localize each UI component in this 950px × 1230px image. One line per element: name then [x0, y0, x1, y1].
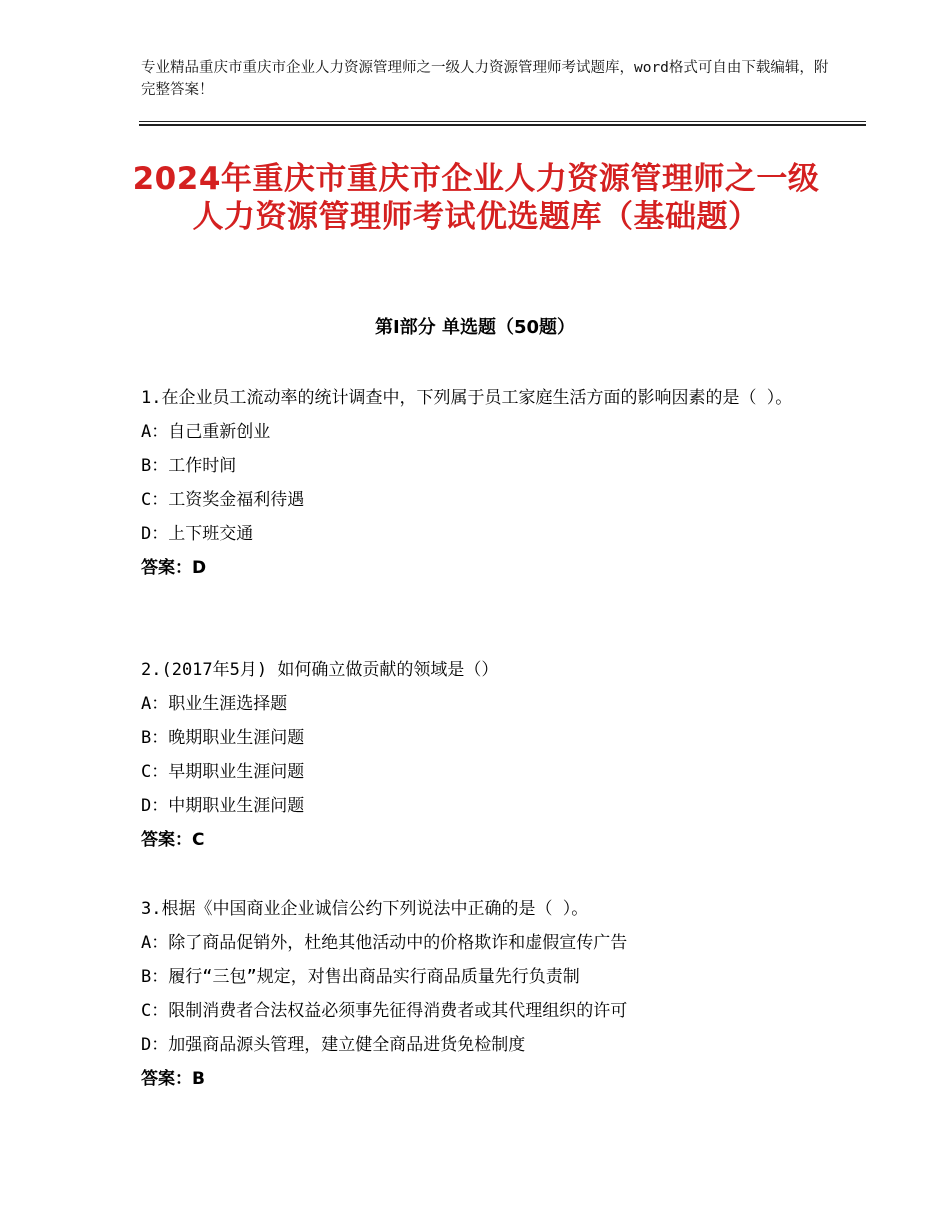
answer: 答案：D: [141, 558, 207, 578]
answer: 答案：B: [141, 1069, 205, 1089]
option-b: B：工作时间: [141, 456, 237, 476]
question-stem: 2.(2017年5月) 如何确立做贡献的领域是（）: [141, 660, 499, 680]
question-stem: 1.在企业员工流动率的统计调查中，下列属于员工家庭生活方面的影响因素的是（ ）。: [141, 388, 793, 408]
document-title: 2024年重庆市重庆市企业人力资源管理师之一级人力资源管理师考试优选题库（基础题）: [132, 161, 820, 235]
answer: 答案：C: [141, 830, 205, 850]
question-stem: 3.根据《中国商业企业诚信公约下列说法中正确的是（ ）。: [141, 899, 589, 919]
option-a: A：除了商品促销外，杜绝其他活动中的价格欺诈和虚假宣传广告: [141, 933, 628, 953]
option-a: A：自己重新创业: [141, 422, 271, 442]
option-b: B：晚期职业生涯问题: [141, 728, 305, 748]
option-b: B：履行“三包”规定，对售出商品实行商品质量先行负责制: [141, 967, 580, 987]
question-1: [141, 381, 841, 585]
question-3: [141, 892, 841, 1096]
option-d: D：加强商品源头管理，建立健全商品进货免检制度: [141, 1035, 526, 1055]
question-2: [141, 653, 841, 857]
header-divider-top: [139, 121, 866, 122]
option-d: D：中期职业生涯问题: [141, 796, 305, 816]
header-divider-bottom: [139, 124, 866, 126]
option-c: C：早期职业生涯问题: [141, 762, 305, 782]
option-c: C：限制消费者合法权益必须事先征得消费者或其代理组织的许可: [141, 1001, 628, 1021]
option-c: C：工资奖金福利待遇: [141, 490, 305, 510]
header-note: 专业精品重庆市重庆市企业人力资源管理师之一级人力资源管理师考试题库，word格式可自由下载编辑，附完整答案！: [141, 60, 829, 98]
option-a: A：职业生涯选择题: [141, 694, 288, 714]
option-d: D：上下班交通: [141, 524, 254, 544]
section-title: 第Ⅰ部分 单选题（50题）: [374, 317, 575, 338]
